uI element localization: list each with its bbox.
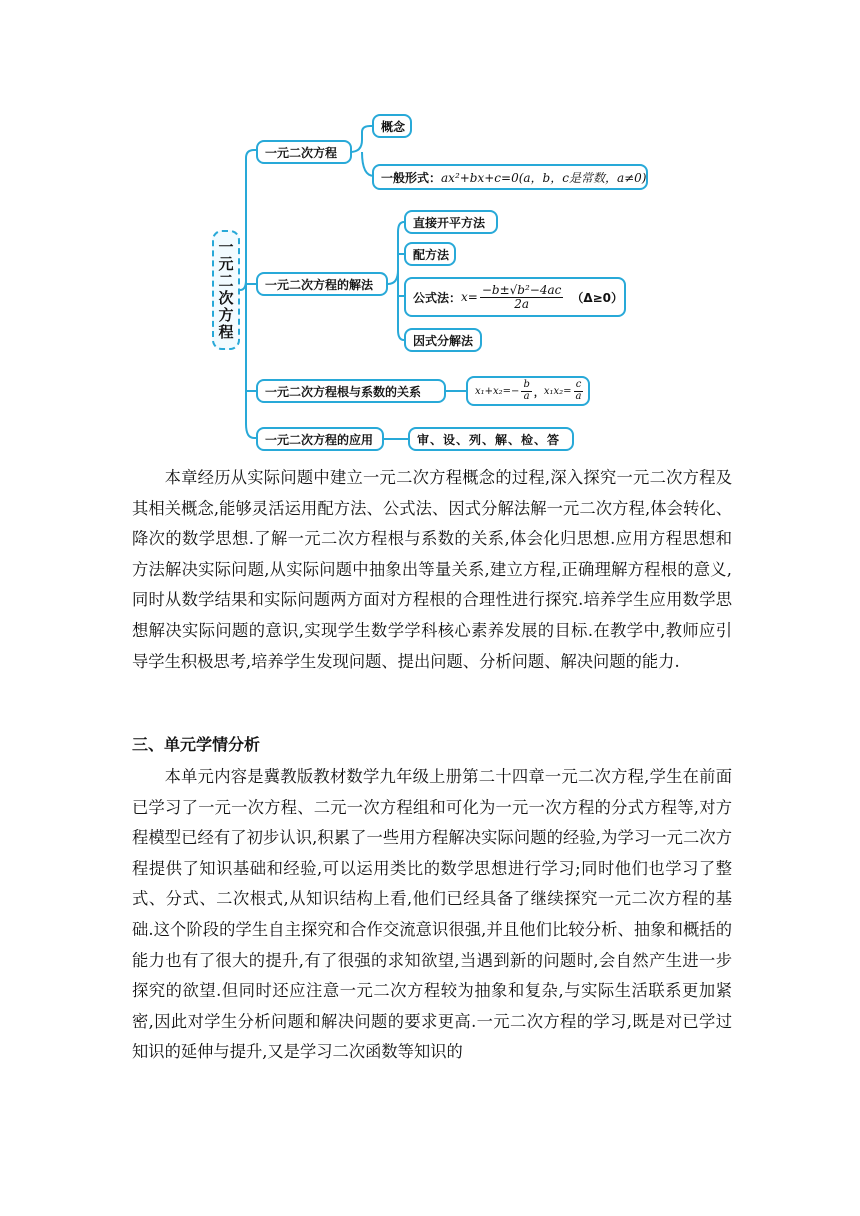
method-direct-square-root: 直接开平方法	[404, 210, 498, 234]
general-form-node	[372, 164, 648, 190]
vieta-product-num: c	[575, 379, 582, 390]
paragraph-student-analysis: 本单元内容是冀教版教材数学九年级上册第二十四章一元二次方程,学生在前面已学习了一元一次方程、二元一次方程组和可化为一元一次方程的分式方程等,对方程模型已经有了初步认识,积累了一些用方程解决实际问题的经验,为学习一元二次方程提供了知识基础和经验,可以运用类比的数学思想进行学习;同时他们也学习了整式、分式、二次根式,从知识结构上看,他们已经具备了继续探究一元二次方程的基础.这个阶段的学生自主探究和合作交流意识很强,并且他们比较分析、抽象和概括的能力也有了很大的提升,有了很强的求知欲望,当遇到新的问题时,会自然产生进一步探究的欲望.但同时还应注意一元二次方程较为抽象和复杂,与实际生活联系更加紧密,因此对学生分析问题和解决问题的要求更高.一元二次方程的学习,既是对已学过知识的延伸与提升,又是学习二次函数等知识的	[132, 767, 732, 1062]
formula-numerator: −b±√b²−4ac	[481, 282, 562, 297]
branch-definition: 一元二次方程	[256, 140, 352, 164]
vieta-sum-lhs: x₁+x₂=−	[475, 385, 520, 397]
vieta-formulas	[466, 376, 590, 406]
mindmap-root: 一元二次方程	[212, 230, 240, 350]
vieta-separator: ，	[533, 387, 544, 399]
general-form-formula: ax²+bx+c=0(a，b，c是常数，a≠0)	[441, 170, 647, 185]
vieta-product-lhs: x₁x₂=	[543, 385, 572, 397]
vieta-product-den: a	[575, 390, 582, 402]
formula-lhs: x=	[461, 290, 478, 304]
formula-prefix: 公式法：	[413, 290, 462, 305]
mind-map	[0, 0, 860, 470]
method-completing-square: 配方法	[404, 242, 456, 266]
vieta-sum-den: a	[523, 390, 530, 402]
concept-node: 概念	[372, 114, 412, 138]
section-heading-unit-analysis: 三、单元学情分析	[132, 735, 261, 754]
method-factoring: 因式分解法	[404, 328, 482, 352]
formula-condition: （Δ≥0）	[571, 290, 624, 305]
vieta-sum-fraction	[521, 380, 531, 402]
application-steps: 审、设、列、解、检、答	[408, 427, 574, 451]
formula-denominator: 2a	[514, 296, 529, 311]
branch-solutions: 一元二次方程的解法	[256, 272, 388, 296]
general-form-prefix: 一般形式：	[381, 170, 442, 185]
vieta-sum-num: b	[523, 379, 530, 390]
vieta-product-fraction	[574, 380, 584, 402]
method-quadratic-formula	[404, 277, 626, 317]
branch-vieta: 一元二次方程根与系数的关系	[256, 379, 446, 403]
paragraph-chapter-summary: 本章经历从实际问题中建立一元二次方程概念的过程,深入探究一元二次方程及其相关概念,能够灵活运用配方法、公式法、因式分解法解一元二次方程,体会转化、降次的数学思想.了解一元二次方程根与系数的关系,体会化归思想.应用方程思想和方法解决实际问题,从实际问题中抽象出等量关系,建立方程,正确理解方程根的意义,同时从数学结果和实际问题两方面对方程根的合理性进行探究.培养学生应用数学思想解决实际问题的意识,实现学生数学学科核心素养发展的目标.在教学中,教师应引导学生积极思考,培养学生发现问题、提出问题、分析问题、解决问题的能力.	[132, 468, 732, 671]
branch-applications: 一元二次方程的应用	[256, 427, 384, 451]
quadratic-formula-fraction	[480, 284, 564, 310]
